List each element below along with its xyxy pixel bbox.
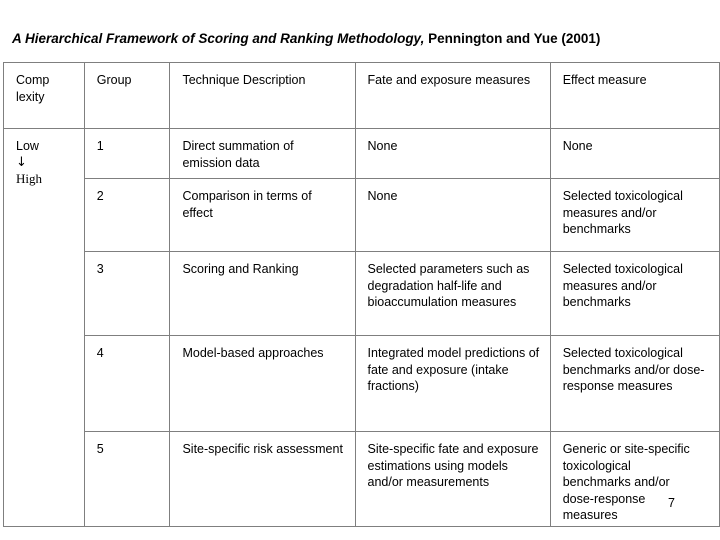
effect-cell: Generic or site-specific toxicological benchmarks and/or dose-response measures bbox=[550, 432, 719, 527]
page-title bbox=[12, 31, 712, 46]
header-group: Group bbox=[84, 63, 170, 129]
effect-cell: None bbox=[550, 129, 719, 179]
header-row bbox=[4, 63, 720, 129]
technique-cell: Comparison in terms of effect bbox=[170, 179, 355, 252]
table-row bbox=[4, 129, 720, 179]
fate-cell: None bbox=[355, 129, 550, 179]
header-fate: Fate and exposure measures bbox=[355, 63, 550, 129]
table-row bbox=[4, 179, 720, 252]
technique-cell: Site-specific risk assessment bbox=[170, 432, 355, 527]
group-cell: 3 bbox=[84, 252, 170, 336]
fate-cell: None bbox=[355, 179, 550, 252]
technique-cell: Model-based approaches bbox=[170, 336, 355, 432]
effect-cell: Selected toxicological benchmarks and/or dose-response measures bbox=[550, 336, 719, 432]
fate-cell: Integrated model predictions of fate and exposure (intake fractions) bbox=[355, 336, 550, 432]
table-row bbox=[4, 252, 720, 336]
complexity-high: High bbox=[16, 170, 42, 186]
group-cell: 5 bbox=[84, 432, 170, 527]
effect-cell: Selected toxicological measures and/or benchmarks bbox=[550, 179, 719, 252]
group-cell: 2 bbox=[84, 179, 170, 252]
header-technique: Technique Description bbox=[170, 63, 355, 129]
fate-cell: Site-specific fate and exposure estimations using models and/or measurements bbox=[355, 432, 550, 527]
page-number: 7 bbox=[668, 496, 675, 510]
technique-cell: Direct summation of emission data bbox=[170, 129, 355, 179]
title-authors: Pennington and Yue (2001) bbox=[428, 31, 601, 46]
group-cell: 4 bbox=[84, 336, 170, 432]
header-effect: Effect measure bbox=[550, 63, 719, 129]
table-row bbox=[4, 336, 720, 432]
arrow-down-icon: ↓ bbox=[16, 154, 27, 170]
complexity-low: Low bbox=[16, 139, 39, 153]
complexity-cell bbox=[4, 129, 85, 527]
title-italic: A Hierarchical Framework of Scoring and Ranking Methodology, bbox=[12, 31, 425, 46]
header-complexity: Comp lexity bbox=[4, 63, 85, 129]
effect-cell: Selected toxicological measures and/or benchmarks bbox=[550, 252, 719, 336]
group-cell: 1 bbox=[84, 129, 170, 179]
technique-cell: Scoring and Ranking bbox=[170, 252, 355, 336]
methodology-table bbox=[3, 62, 720, 527]
fate-cell: Selected parameters such as degradation half-life and bioaccumulation measures bbox=[355, 252, 550, 336]
table-row bbox=[4, 432, 720, 527]
